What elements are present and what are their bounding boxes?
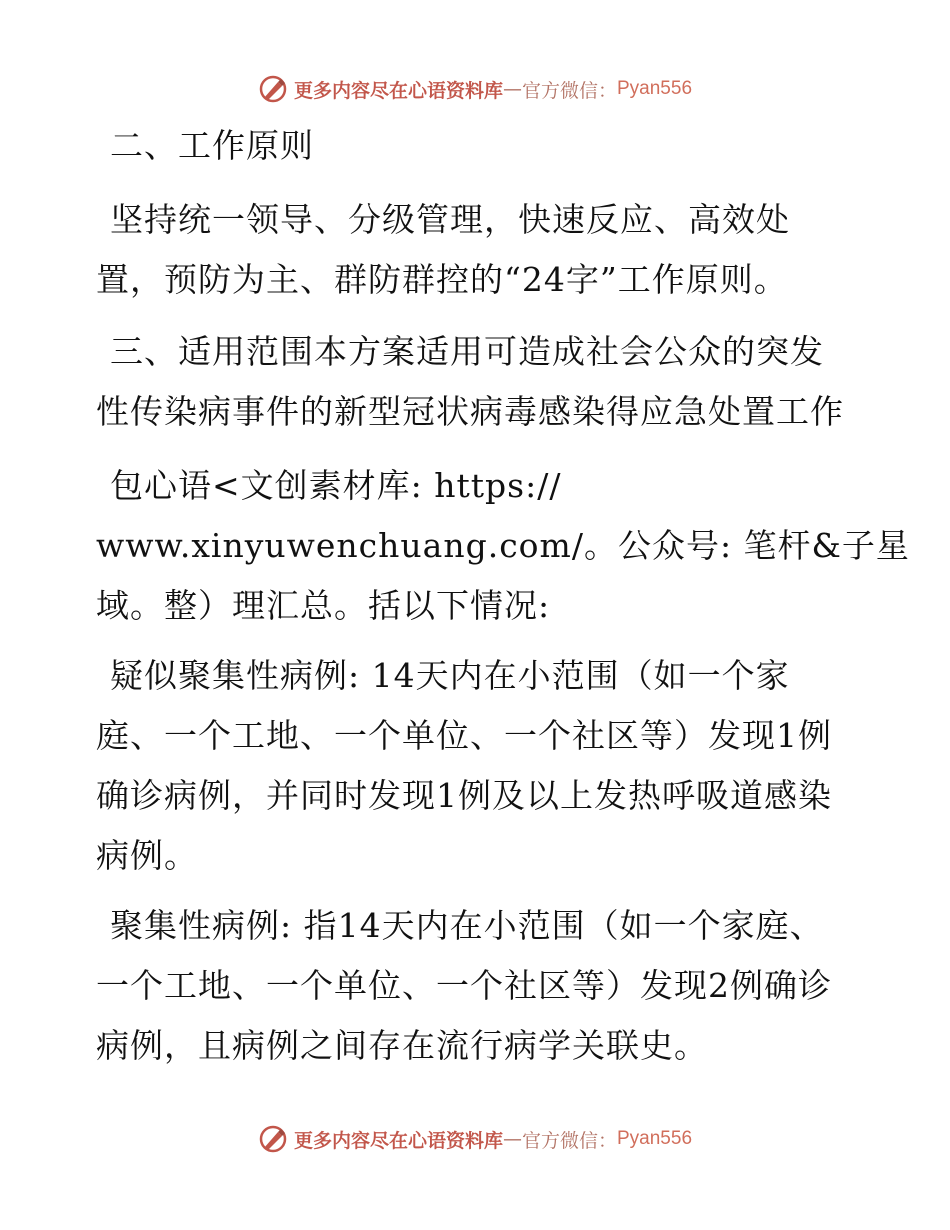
text-line: 庭、一个工地、一个单位、一个社区等）发现1例	[96, 716, 832, 755]
text-line: 性传染病事件的新型冠状病毒感染得应急处置工作	[96, 392, 844, 431]
watermark-banner-top	[0, 74, 950, 104]
watermark-main-text: 更多内容尽在心语资料库	[293, 79, 503, 102]
pen-logo-icon	[258, 1124, 288, 1154]
text-line: 置，预防为主、群防群控的“24字”工作原则。	[96, 260, 788, 299]
watermark-wechat-id: Pyan556	[617, 78, 693, 99]
paragraph-cluster	[96, 896, 876, 1076]
watermark-wechat-id: Pyan556	[617, 1128, 693, 1149]
text-line: www.xinyuwenchuang.com/。公众号: 笔杆&子星	[96, 526, 910, 565]
pen-logo-icon	[258, 74, 288, 104]
text-line: 确诊病例，并同时发现1例及以上发热呼吸道感染	[96, 776, 832, 815]
watermark-main-text: 更多内容尽在心语资料库	[293, 1129, 503, 1152]
text-line: 二、工作原则	[110, 126, 314, 165]
watermark-sub-text: 官方微信：	[521, 79, 617, 102]
text-line: 病例。	[96, 836, 198, 875]
text-line: 疑似聚集性病例: 14天内在小范围（如一个家	[110, 656, 790, 695]
section-heading-principles	[96, 116, 876, 176]
text-line: 聚集性病例: 指14天内在小范围（如一个家庭、	[110, 906, 824, 945]
text-line: 坚持统一领导、分级管理，快速反应、高效处	[110, 200, 790, 239]
text-line: 三、适用范围本方案适用可造成社会公众的突发	[110, 332, 824, 371]
text-line: 一个工地、一个单位、一个社区等）发现2例确诊	[96, 966, 832, 1005]
paragraph-principles	[96, 190, 876, 310]
paragraph-scope	[96, 322, 876, 442]
text-line: 包心语<文创素材库: https://	[110, 466, 562, 505]
text-line: 病例，且病例之间存在流行病学关联史。	[96, 1026, 708, 1065]
watermark-banner-bottom	[0, 1124, 950, 1154]
paragraph-suspected-cluster	[96, 646, 876, 886]
watermark-dash: —	[502, 1128, 522, 1150]
watermark-dash: —	[502, 78, 522, 100]
watermark-sub-text: 官方微信：	[521, 1129, 617, 1152]
text-line: 域。整）理汇总。括以下情况:	[96, 586, 551, 625]
paragraph-source-note	[96, 456, 910, 636]
